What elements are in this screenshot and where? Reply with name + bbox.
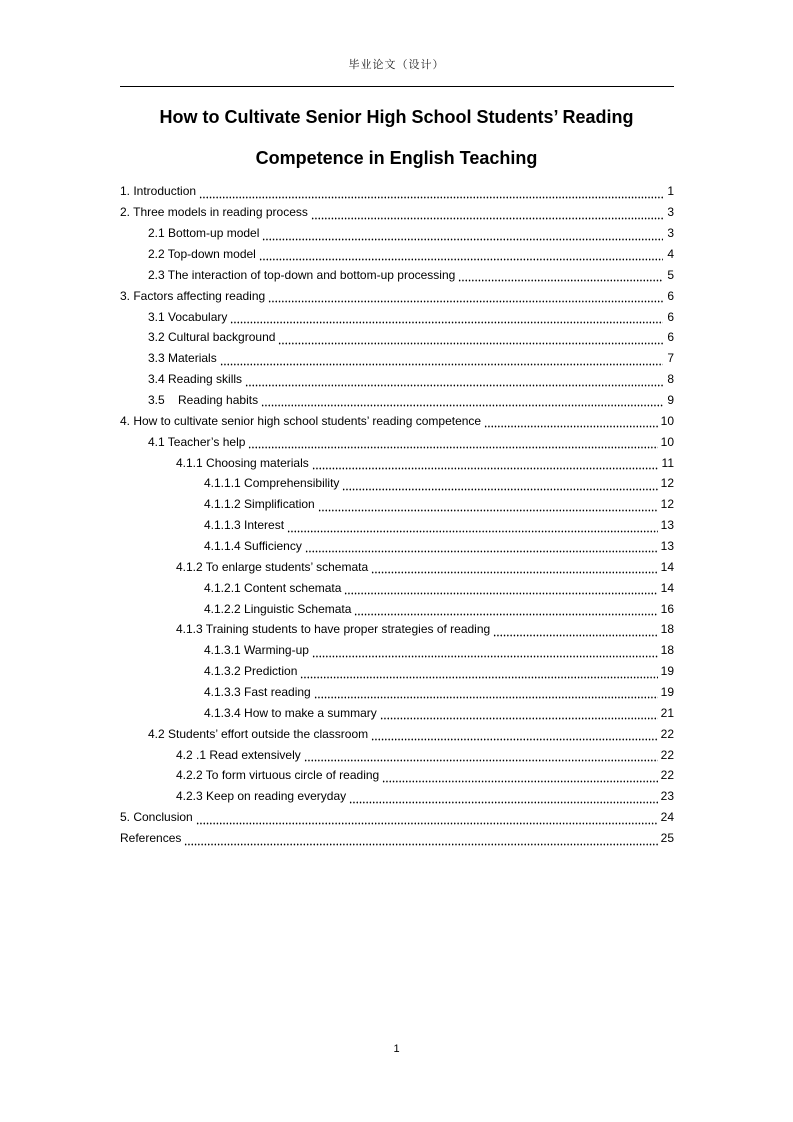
toc-entry-page: 4 [667, 247, 674, 261]
toc-entry-label: 4.1.3.3 Fast reading [204, 685, 311, 700]
toc-entry-label: 4.1.3.2 Prediction [204, 664, 298, 679]
toc-entry-page: 3 [667, 205, 674, 220]
toc-dot-leader [287, 525, 658, 533]
toc-entry[interactable] [120, 181, 674, 202]
toc-entry-label: 4.1.3 Training students to have proper strategies of reading [176, 622, 491, 637]
toc-entry-page: 22 [660, 747, 674, 762]
table-of-contents [120, 181, 674, 849]
header-rule [120, 86, 674, 87]
document-title-line-2: Competence in English Teaching [255, 148, 538, 168]
toc-entry[interactable] [120, 765, 674, 786]
toc-entry-label: 4. How to cultivate senior high school students’ reading competence [120, 413, 482, 428]
toc-entry[interactable] [120, 661, 674, 682]
toc-entry-label: 4.1.1 Choosing materials [176, 455, 309, 470]
toc-dot-leader [380, 712, 658, 720]
toc-entry[interactable] [120, 410, 674, 431]
toc-dot-leader [261, 399, 663, 407]
toc-entry[interactable] [120, 515, 674, 536]
toc-entry[interactable] [120, 807, 674, 828]
toc-entry[interactable] [120, 598, 674, 619]
toc-entry-label: 2.2 Top-down model [148, 247, 256, 261]
toc-entry[interactable] [120, 327, 674, 348]
toc-dot-leader [371, 733, 658, 741]
toc-entry[interactable] [120, 494, 674, 515]
toc-entry[interactable] [120, 390, 674, 411]
toc-dot-leader [248, 441, 657, 449]
toc-dot-leader [184, 838, 657, 846]
toc-dot-leader [349, 796, 658, 804]
toc-dot-leader [312, 650, 658, 658]
toc-entry-page: 12 [660, 476, 674, 491]
toc-dot-leader [344, 587, 657, 595]
toc-dot-leader [314, 691, 658, 699]
toc-entry-label: 2.3 The interaction of top-down and bottom-up processing [148, 267, 456, 282]
toc-entry[interactable] [120, 744, 674, 765]
page-number: 1 [393, 1043, 400, 1055]
toc-entry[interactable] [120, 577, 674, 598]
toc-entry[interactable] [120, 202, 674, 223]
toc-entry[interactable] [120, 244, 674, 265]
toc-entry-page: 9 [667, 393, 674, 408]
toc-entry-label: 4.1.2 To enlarge students’ schemata [176, 559, 369, 574]
toc-entry-page: 6 [667, 309, 674, 324]
toc-entry[interactable] [120, 702, 674, 723]
toc-entry-label: 3.2 Cultural background [148, 330, 276, 345]
toc-dot-leader [268, 295, 663, 303]
toc-entry-label: 4.1.3.4 How to make a summary [204, 705, 377, 720]
toc-entry-page: 18 [660, 622, 674, 637]
toc-dot-leader [382, 775, 657, 783]
toc-dot-leader [305, 545, 658, 553]
toc-entry-label: 3.5 Reading habits [148, 393, 259, 408]
toc-entry[interactable] [120, 536, 674, 557]
toc-entry-page: 16 [660, 601, 674, 616]
toc-entry-label: 4.1.1.1 Comprehensibility [204, 476, 340, 491]
toc-dot-leader [196, 817, 658, 825]
toc-entry-page: 5 [667, 267, 674, 282]
toc-entry-label: 4.1.1.2 Simplification [204, 497, 315, 512]
toc-entry-page: 14 [660, 559, 674, 574]
toc-entry[interactable] [120, 828, 674, 849]
running-header: 毕业论文（设计） [348, 58, 445, 71]
toc-entry-label: 4.2.2 To form virtuous circle of reading [176, 768, 380, 783]
toc-dot-leader [230, 316, 663, 324]
toc-dot-leader [371, 566, 658, 574]
toc-entry[interactable] [120, 452, 674, 473]
toc-entry-page: 22 [660, 726, 674, 741]
toc-entry-label: 3. Factors affecting reading [120, 288, 266, 303]
toc-entry-page: 10 [660, 413, 674, 428]
toc-entry[interactable] [120, 264, 674, 285]
toc-dot-leader [493, 629, 657, 637]
toc-dot-leader [259, 253, 663, 261]
toc-dot-leader [304, 754, 658, 762]
toc-entry-label: 4.1.1.4 Sufficiency [204, 539, 302, 554]
toc-entry-page: 13 [660, 539, 674, 554]
toc-entry-page: 1 [667, 184, 674, 199]
toc-entry[interactable] [120, 723, 674, 744]
toc-entry-page: 7 [667, 351, 674, 366]
toc-entry-label: 4.1.1.3 Interest [204, 518, 285, 533]
toc-entry-page: 8 [667, 372, 674, 387]
toc-entry-page: 25 [660, 831, 674, 846]
toc-entry-label: 4.1.2.2 Linguistic Schemata [204, 601, 352, 616]
toc-dot-leader [354, 608, 657, 616]
toc-entry-label: 3.1 Vocabulary [148, 309, 228, 324]
toc-entry-label: 5. Conclusion [120, 810, 193, 825]
toc-entry[interactable] [120, 556, 674, 577]
toc-entry-page: 12 [660, 497, 674, 512]
toc-entry-page: 19 [660, 664, 674, 679]
toc-entry[interactable] [120, 640, 674, 661]
toc-entry-page: 11 [661, 455, 674, 470]
toc-entry-page: 6 [667, 288, 674, 303]
toc-entry-page: 21 [660, 705, 674, 720]
toc-entry-label: 1. Introduction [120, 184, 197, 199]
toc-entry-page: 14 [660, 580, 674, 595]
toc-entry-label: 4.1.3.1 Warming-up [204, 643, 309, 658]
toc-dot-leader [278, 337, 663, 345]
toc-entry-label: 2.1 Bottom-up model [148, 226, 260, 241]
document-title-line-1: How to Cultivate Senior High School Students’ Reading [159, 107, 634, 127]
toc-dot-leader [484, 420, 658, 428]
toc-entry-page: 10 [660, 434, 674, 449]
toc-entry-label: 2. Three models in reading process [120, 205, 308, 220]
toc-entry[interactable] [120, 348, 674, 369]
toc-entry[interactable] [120, 682, 674, 703]
toc-dot-leader [245, 379, 663, 387]
toc-entry[interactable] [120, 285, 674, 306]
toc-entry[interactable] [120, 223, 674, 244]
toc-entry-label: 4.2.3 Keep on reading everyday [176, 789, 347, 804]
toc-dot-leader [199, 191, 663, 199]
toc-entry-label: 3.4 Reading skills [148, 372, 243, 387]
toc-entry-label: 4.1 Teacher’s help [148, 434, 246, 449]
toc-dot-leader [220, 358, 663, 366]
toc-entry-label: 4.1.2.1 Content schemata [204, 580, 342, 595]
toc-entry-page: 19 [660, 685, 674, 700]
toc-entry-page: 18 [660, 643, 674, 658]
toc-entry[interactable] [120, 369, 674, 390]
toc-entry-page: 3 [667, 226, 674, 241]
toc-entry-label: References [120, 831, 182, 846]
toc-dot-leader [262, 233, 663, 241]
toc-dot-leader [458, 274, 663, 282]
toc-entry-label: 3.3 Materials [148, 351, 217, 366]
toc-entry-page: 23 [660, 789, 674, 804]
toc-entry-label: 4.2 .1 Read extensively [176, 747, 301, 762]
toc-entry[interactable] [120, 619, 674, 640]
toc-entry-page: 13 [660, 518, 674, 533]
toc-entry[interactable] [120, 473, 674, 494]
toc-dot-leader [311, 212, 663, 220]
toc-entry[interactable] [120, 786, 674, 807]
toc-entry[interactable] [120, 306, 674, 327]
toc-entry[interactable] [120, 431, 674, 452]
toc-entry-page: 6 [667, 330, 674, 345]
toc-dot-leader [300, 671, 657, 679]
toc-dot-leader [312, 462, 659, 470]
toc-entry-page: 22 [660, 768, 674, 783]
toc-entry-label: 4.2 Students’ effort outside the classroom [148, 726, 369, 741]
toc-dot-leader [318, 504, 658, 512]
toc-dot-leader [342, 483, 657, 491]
toc-entry-page: 24 [660, 810, 674, 825]
